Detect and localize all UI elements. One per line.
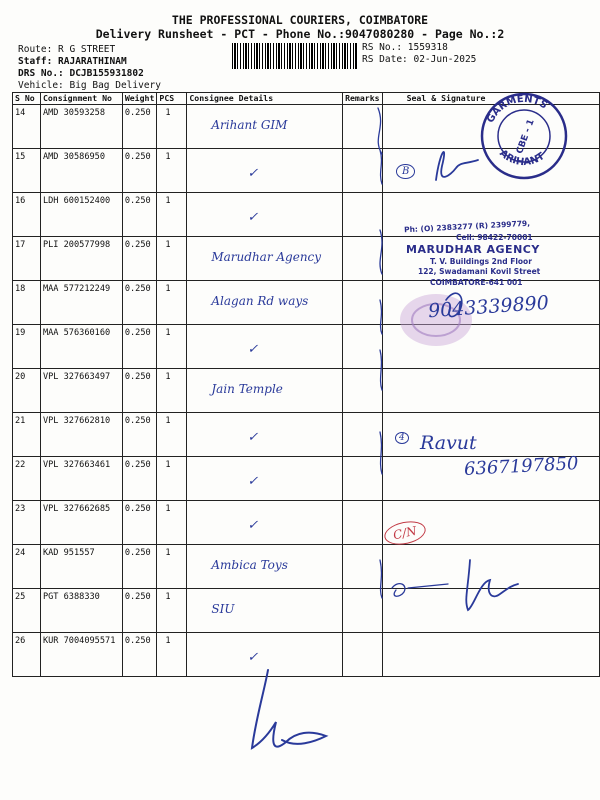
cell-pcs: 1 xyxy=(157,193,187,237)
cell-pcs: 1 xyxy=(157,633,187,677)
marudhar-phone: Ph: (O) 2383277 (R) 2399779, xyxy=(403,218,531,235)
cell-weight: 0.250 xyxy=(122,237,157,281)
cell-pcs: 1 xyxy=(157,281,187,325)
col-seal: Seal & Signature xyxy=(382,93,599,105)
cell-sno: 16 xyxy=(13,193,41,237)
cell-pcs: 1 xyxy=(157,589,187,633)
cell-consignment: VPL 327663461 xyxy=(40,457,122,501)
cell-sno: 19 xyxy=(13,325,41,369)
cell-consignment: AMD 30593258 xyxy=(40,105,122,149)
handwritten-consignee: Jain Temple xyxy=(211,382,283,396)
marudhar-address-2: 122, Swadamani Kovil Street xyxy=(418,267,541,276)
stamp-arihant-text: ARIHANT xyxy=(497,147,547,169)
handwritten-consignee: ✓ xyxy=(247,430,259,445)
cell-weight: 0.250 xyxy=(122,105,157,149)
handwritten-phone-2: 6367197850 xyxy=(463,453,580,480)
handwritten-consignee: ✓ xyxy=(247,342,259,357)
cell-consignment: LDH 600152400 xyxy=(40,193,122,237)
cell-sno: 15 xyxy=(13,149,41,193)
cell-sno: 21 xyxy=(13,413,41,457)
cell-sno: 17 xyxy=(13,237,41,281)
cell-consignment: PLI 200577998 xyxy=(40,237,122,281)
cell-sno: 14 xyxy=(13,105,41,149)
handwritten-consignee: ✓ xyxy=(247,650,259,665)
handwritten-consignee: Marudhar Agency xyxy=(211,250,322,264)
col-consignee: Consignee Details xyxy=(187,93,343,105)
handwritten-mark-4: 4 xyxy=(395,432,409,444)
cell-consignment: KAD 951557 xyxy=(40,545,122,589)
col-weight: Weight xyxy=(122,93,157,105)
handwritten-phone-1: 9043339890 xyxy=(427,291,550,323)
cell-sno: 23 xyxy=(13,501,41,545)
cell-pcs: 1 xyxy=(157,457,187,501)
cell-weight: 0.250 xyxy=(122,545,157,589)
cell-pcs: 1 xyxy=(157,149,187,193)
stamp-code-text: CBE - 1 xyxy=(515,118,537,156)
col-remarks: Remarks xyxy=(343,93,383,105)
marudhar-cell: Cell: 98422-70001 xyxy=(456,233,533,242)
marudhar-name: MARUDHAR AGENCY xyxy=(406,243,540,256)
cell-consignment: VPL 327662810 xyxy=(40,413,122,457)
handwritten-cn-mark: C/N xyxy=(382,518,427,548)
company-title: THE PROFESSIONAL COURIERS, COIMBATORE xyxy=(171,13,429,27)
cell-pcs: 1 xyxy=(157,325,187,369)
cell-consignment: AMD 30586950 xyxy=(40,149,122,193)
cell-weight: 0.250 xyxy=(122,457,157,501)
cell-pcs: 1 xyxy=(157,545,187,589)
cell-consignment: PGT 6388330 xyxy=(40,589,122,633)
cell-consignment: MAA 576360160 xyxy=(40,325,122,369)
cell-consignment: VPL 327663497 xyxy=(40,369,122,413)
cell-sno: 24 xyxy=(13,545,41,589)
cell-consignment: VPL 327662685 xyxy=(40,501,122,545)
cell-weight: 0.250 xyxy=(122,325,157,369)
handwritten-consignee: ✓ xyxy=(247,474,259,489)
handwritten-name: Ravut xyxy=(420,432,477,454)
marudhar-address-1: T. V. Buildings 2nd Floor xyxy=(430,257,532,266)
handwritten-consignee: SIU xyxy=(211,602,235,616)
col-pcs: PCS xyxy=(157,93,187,105)
col-consignment: Consignment No xyxy=(40,93,122,105)
cell-sno: 25 xyxy=(13,589,41,633)
rs-date: RS Date: 02-Jun-2025 xyxy=(362,54,477,65)
cell-weight: 0.250 xyxy=(122,501,157,545)
cell-weight: 0.250 xyxy=(122,193,157,237)
cell-sno: 22 xyxy=(13,457,41,501)
cell-pcs: 1 xyxy=(157,369,187,413)
cell-pcs: 1 xyxy=(157,105,187,149)
runsheet-subtitle: Delivery Runsheet - PCT - Phone No.:9047080280 - Page No.:2 xyxy=(95,27,505,41)
route-label: Route: R G STREET xyxy=(18,44,116,55)
cell-sno: 18 xyxy=(13,281,41,325)
drs-label: DRS No.: DCJB155931802 xyxy=(18,68,144,79)
handwritten-consignee: ✓ xyxy=(247,518,259,533)
cell-pcs: 1 xyxy=(157,413,187,457)
cell-pcs: 1 xyxy=(157,237,187,281)
cell-pcs: 1 xyxy=(157,501,187,545)
handwritten-mark-b: B xyxy=(396,164,415,179)
cell-sno: 20 xyxy=(13,369,41,413)
rs-number: RS No.: 1559318 xyxy=(362,42,448,53)
vehicle-label: Vehicle: Big Bag Delivery xyxy=(18,80,161,91)
handwritten-consignee: Alagan Rd ways xyxy=(211,294,309,308)
handwritten-consignee: Ambica Toys xyxy=(211,558,288,572)
handwritten-consignee: Arihant GIM xyxy=(211,118,288,132)
handwritten-consignee: ✓ xyxy=(247,210,259,225)
cell-weight: 0.250 xyxy=(122,633,157,677)
staff-label: Staff: RAJARATHINAM xyxy=(18,56,127,67)
stamp-garments-text: GARMENTS xyxy=(485,93,550,125)
marudhar-address-3: COIMBATORE-641 001 xyxy=(430,278,523,287)
cell-consignment: KUR 7004095571 xyxy=(40,633,122,677)
cell-weight: 0.250 xyxy=(122,281,157,325)
cell-weight: 0.250 xyxy=(122,149,157,193)
col-sno: S No xyxy=(13,93,41,105)
cell-sno: 26 xyxy=(13,633,41,677)
cell-weight: 0.250 xyxy=(122,589,157,633)
cell-weight: 0.250 xyxy=(122,413,157,457)
cell-consignment: MAA 577212249 xyxy=(40,281,122,325)
handwritten-consignee: ✓ xyxy=(247,166,259,181)
cell-weight: 0.250 xyxy=(122,369,157,413)
